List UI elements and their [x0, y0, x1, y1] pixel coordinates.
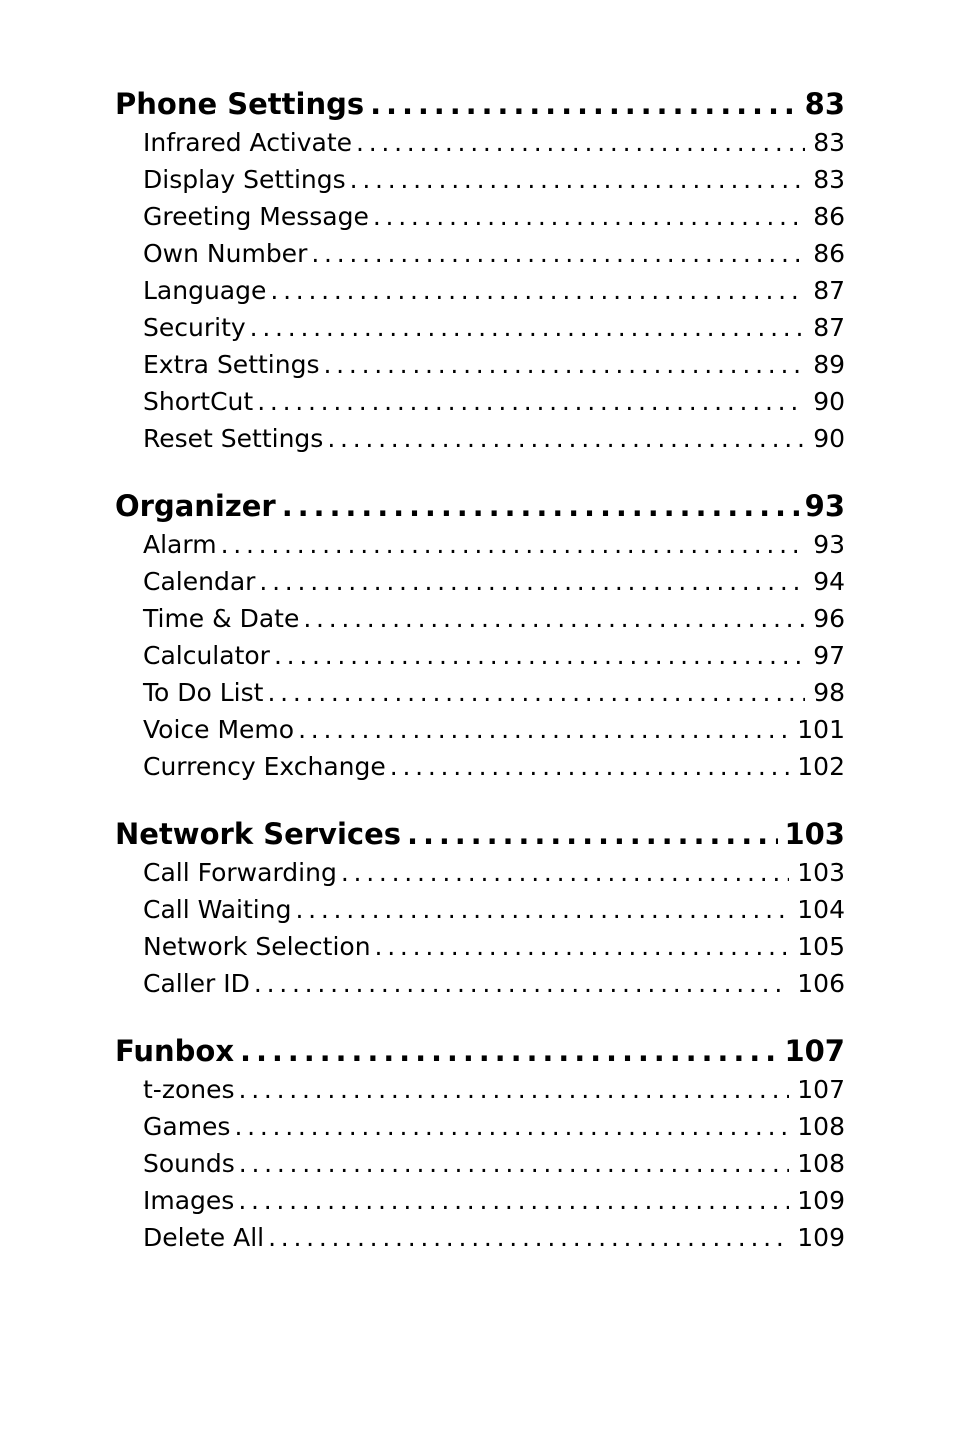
toc-entry[interactable] — [115, 600, 845, 637]
toc-entry[interactable] — [115, 346, 845, 383]
dot-leader — [341, 854, 789, 891]
dot-leader — [375, 928, 790, 965]
dot-leader — [303, 600, 805, 637]
dot-leader — [270, 272, 805, 309]
entry-page-number: 101 — [789, 711, 845, 748]
entry-page-number: 105 — [789, 928, 845, 965]
entry-page-number: 87 — [805, 272, 845, 309]
entry-label: Network Selection — [143, 928, 375, 965]
dot-leader — [238, 1182, 789, 1219]
toc-entry[interactable] — [115, 1145, 845, 1182]
dot-leader — [356, 124, 805, 161]
dot-leader — [240, 1031, 778, 1071]
toc-section-funbox — [115, 1031, 845, 1256]
entry-page-number: 96 — [805, 600, 845, 637]
entry-page-number: 86 — [805, 235, 845, 272]
toc-entry[interactable] — [115, 965, 845, 1002]
dot-leader — [407, 814, 778, 854]
toc-entry[interactable] — [115, 161, 845, 198]
entry-page-number: 108 — [789, 1145, 845, 1182]
entry-label: ShortCut — [143, 383, 257, 420]
entry-page-number: 97 — [805, 637, 845, 674]
toc-entry[interactable] — [115, 854, 845, 891]
dot-leader — [282, 486, 799, 526]
entry-label: Games — [143, 1108, 234, 1145]
toc-entry[interactable] — [115, 1219, 845, 1256]
entry-label: Sounds — [143, 1145, 239, 1182]
dot-leader — [267, 674, 805, 711]
toc-entry[interactable] — [115, 928, 845, 965]
entry-label: Calendar — [143, 563, 259, 600]
toc-section-phone-settings — [115, 84, 845, 457]
entry-label: Display Settings — [143, 161, 350, 198]
dot-leader — [234, 1108, 789, 1145]
entry-page-number: 83 — [805, 124, 845, 161]
entry-page-number: 109 — [789, 1219, 845, 1256]
entry-page-number: 89 — [805, 346, 845, 383]
entry-label: To Do List — [143, 674, 267, 711]
dot-leader — [373, 198, 805, 235]
dot-leader — [239, 1071, 790, 1108]
entry-page-number: 106 — [789, 965, 845, 1002]
entry-page-number: 90 — [805, 383, 845, 420]
dot-leader — [250, 309, 806, 346]
entry-page-number: 90 — [805, 420, 845, 457]
entry-label: Currency Exchange — [143, 748, 390, 785]
entry-label: Own Number — [143, 235, 311, 272]
section-title: Phone Settings — [115, 84, 370, 124]
dot-leader — [327, 420, 805, 457]
section-title: Organizer — [115, 486, 282, 526]
entry-page-number: 104 — [789, 891, 845, 928]
entry-label: Alarm — [143, 526, 221, 563]
entry-label: Reset Settings — [143, 420, 327, 457]
entry-page-number: 102 — [789, 748, 845, 785]
toc-entry[interactable] — [115, 1108, 845, 1145]
entry-page-number: 93 — [805, 526, 845, 563]
entry-label: Extra Settings — [143, 346, 323, 383]
dot-leader — [350, 161, 806, 198]
dot-leader — [295, 891, 789, 928]
entry-label: Voice Memo — [143, 711, 298, 748]
entry-page-number: 83 — [805, 161, 845, 198]
entry-page-number: 94 — [805, 563, 845, 600]
toc-entry[interactable] — [115, 272, 845, 309]
section-page-number: 93 — [799, 486, 845, 526]
toc-entry[interactable] — [115, 235, 845, 272]
section-page-number: 83 — [799, 84, 845, 124]
entry-label: Caller ID — [143, 965, 254, 1002]
entry-label: Security — [143, 309, 250, 346]
entry-page-number: 107 — [789, 1071, 845, 1108]
entry-label: Images — [143, 1182, 238, 1219]
entry-page-number: 103 — [789, 854, 845, 891]
toc-entry[interactable] — [115, 309, 845, 346]
dot-leader — [221, 526, 806, 563]
entry-page-number: 108 — [789, 1108, 845, 1145]
toc-entry[interactable] — [115, 891, 845, 928]
dot-leader — [257, 383, 805, 420]
section-page-number: 107 — [778, 1031, 845, 1071]
toc-entry[interactable] — [115, 383, 845, 420]
dot-leader — [323, 346, 805, 383]
entry-label: Call Forwarding — [143, 854, 341, 891]
toc-entry[interactable] — [115, 637, 845, 674]
toc-entry[interactable] — [115, 711, 845, 748]
dot-leader — [390, 748, 790, 785]
entry-page-number: 98 — [805, 674, 845, 711]
dot-leader — [311, 235, 805, 272]
toc-entry[interactable] — [115, 748, 845, 785]
dot-leader — [259, 563, 805, 600]
dot-leader — [254, 965, 789, 1002]
toc-section-heading[interactable] — [115, 84, 845, 124]
section-title: Funbox — [115, 1031, 240, 1071]
toc-section-heading[interactable] — [115, 814, 845, 854]
toc-entry[interactable] — [115, 674, 845, 711]
toc-section-network-services — [115, 814, 845, 1002]
entry-page-number: 86 — [805, 198, 845, 235]
toc-entry[interactable] — [115, 1071, 845, 1108]
toc-section-heading[interactable] — [115, 1031, 845, 1071]
entry-label: t-zones — [143, 1071, 239, 1108]
entry-label: Infrared Activate — [143, 124, 356, 161]
entry-page-number: 109 — [789, 1182, 845, 1219]
section-title: Network Services — [115, 814, 407, 854]
entry-label: Time & Date — [143, 600, 303, 637]
entry-label: Delete All — [143, 1219, 268, 1256]
entry-label: Greeting Message — [143, 198, 373, 235]
toc-entry[interactable] — [115, 420, 845, 457]
toc-entry[interactable] — [115, 124, 845, 161]
dot-leader — [298, 711, 789, 748]
toc-section-organizer — [115, 486, 845, 785]
entry-label: Language — [143, 272, 270, 309]
toc-entry[interactable] — [115, 198, 845, 235]
toc-entry[interactable] — [115, 1182, 845, 1219]
dot-leader — [268, 1219, 789, 1256]
dot-leader — [370, 84, 799, 124]
dot-leader — [239, 1145, 790, 1182]
dot-leader — [274, 637, 805, 674]
entry-label: Calculator — [143, 637, 274, 674]
entry-label: Call Waiting — [143, 891, 295, 928]
entry-page-number: 87 — [805, 309, 845, 346]
toc-entry[interactable] — [115, 563, 845, 600]
table-of-contents — [115, 84, 845, 1256]
toc-section-heading[interactable] — [115, 486, 845, 526]
section-page-number: 103 — [778, 814, 845, 854]
toc-entry[interactable] — [115, 526, 845, 563]
